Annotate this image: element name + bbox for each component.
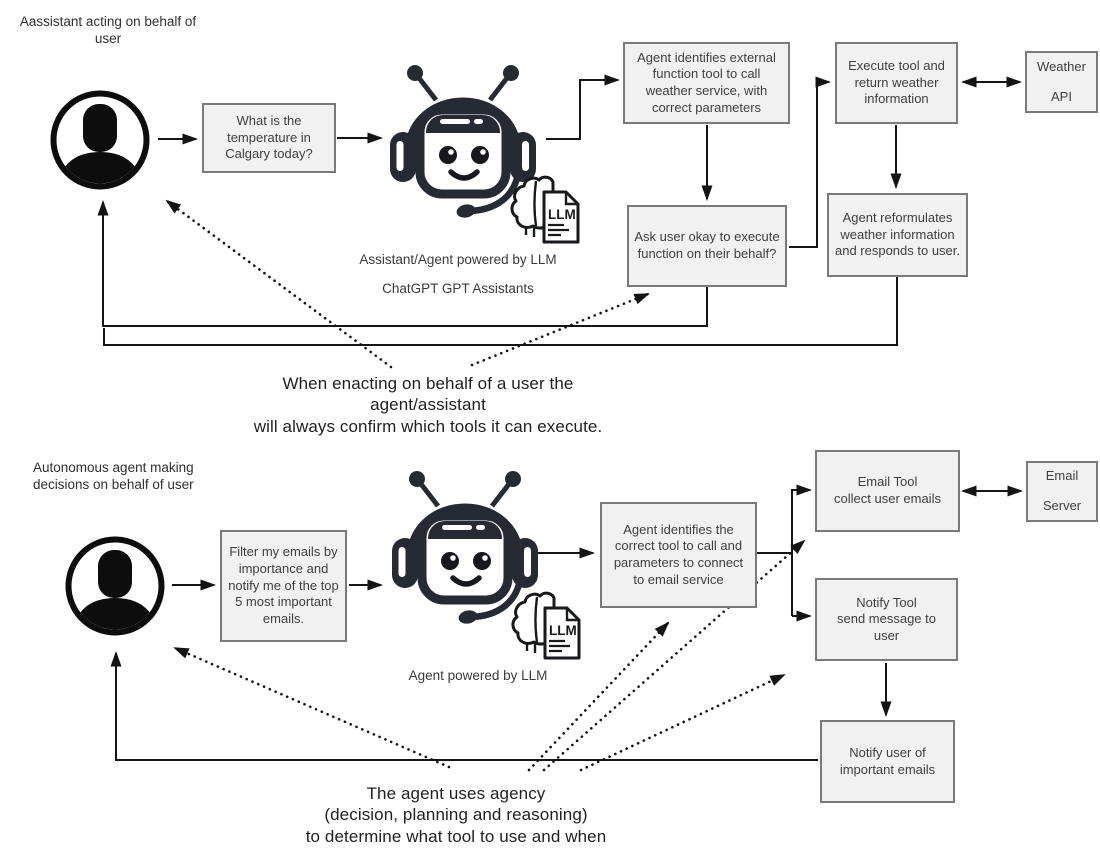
brain-llm-icon-bottom (513, 593, 579, 658)
email-tool-line2: collect user emails (834, 491, 941, 506)
arrow-top-ask-to-execute (789, 82, 829, 247)
top-execute-tool-box: Execute tool and return weather information (835, 42, 958, 124)
dotted-arrow-bottom-caption-to-user (175, 648, 449, 767)
notify-tool-box (815, 578, 958, 661)
user-avatar-icon-top (54, 94, 147, 193)
notify-tool-line1: Notify Tool (856, 594, 917, 610)
bottom-caption (256, 783, 656, 847)
bottom-identify-tool-box: Agent identifies the correct tool to call and parameters to connect to email service (600, 502, 757, 608)
bottom-section-label: Autonomous agent making decisions on behalf of user (33, 460, 194, 492)
dotted-arrow-top-caption-to-ask (472, 294, 648, 365)
top-reformulate-box: Agent reformulates weather information and responds to user. (827, 193, 968, 277)
user-avatar-icon-bottom (69, 540, 162, 639)
arrow-bottom-branch-to-email-tool (792, 490, 810, 616)
top-caption-line1: When enacting on behalf of a user the agent/assistant (282, 374, 574, 415)
top-caption-line2: will always confirm which tools it can execute. (253, 416, 603, 436)
email-server-line2: Server (1042, 498, 1082, 513)
top-caption (228, 373, 628, 437)
top-identify-tool-box: Agent identifies external function tool to call weather service, with correct parameters (623, 42, 790, 124)
top-robot-caption: Assistant/Agent powered by LLM (359, 252, 557, 267)
top-ask-user-box: Ask user okay to execute function on their behalf? (627, 205, 787, 287)
diagram-connector-layer: LLM (0, 0, 1100, 855)
top-user-prompt-box: What is the temperature in Calgary today? (202, 103, 336, 173)
email-server-box (1026, 461, 1098, 522)
bottom-user-prompt-box: Filter my emails by importance and notify me of the top 5 most important emails. (220, 530, 347, 642)
weather-api-line1: Weather (1037, 58, 1086, 74)
bottom-robot-caption: Agent powered by LLM (408, 668, 548, 683)
arrow-top-robot-to-identify (546, 80, 618, 139)
bottom-caption-line3: to determine what tool to use and when (305, 826, 607, 846)
robot-agent-icon-bottom (392, 471, 538, 625)
bottom-caption-line2: (decision, planning and reasoning) (324, 805, 588, 825)
top-section-label: Aassistant acting on behalf of user (19, 14, 197, 46)
brain-llm-icon-top (512, 177, 578, 242)
top-robot-subcaption: ChatGPT GPT Assistants (382, 281, 534, 296)
notify-tool-line2: send message to user (836, 611, 936, 643)
notify-user-box: Notify user of important emails (820, 720, 955, 803)
weather-api-line2: API (1051, 88, 1072, 104)
email-tool-box (815, 450, 960, 532)
bottom-caption-line1: The agent uses agency (366, 784, 546, 803)
email-server-line1: Email (1045, 468, 1079, 484)
dotted-arrow-bottom-caption-to-notify-tool (581, 675, 784, 770)
weather-api-box (1025, 51, 1098, 113)
email-tool-line1: Email Tool (857, 474, 918, 490)
